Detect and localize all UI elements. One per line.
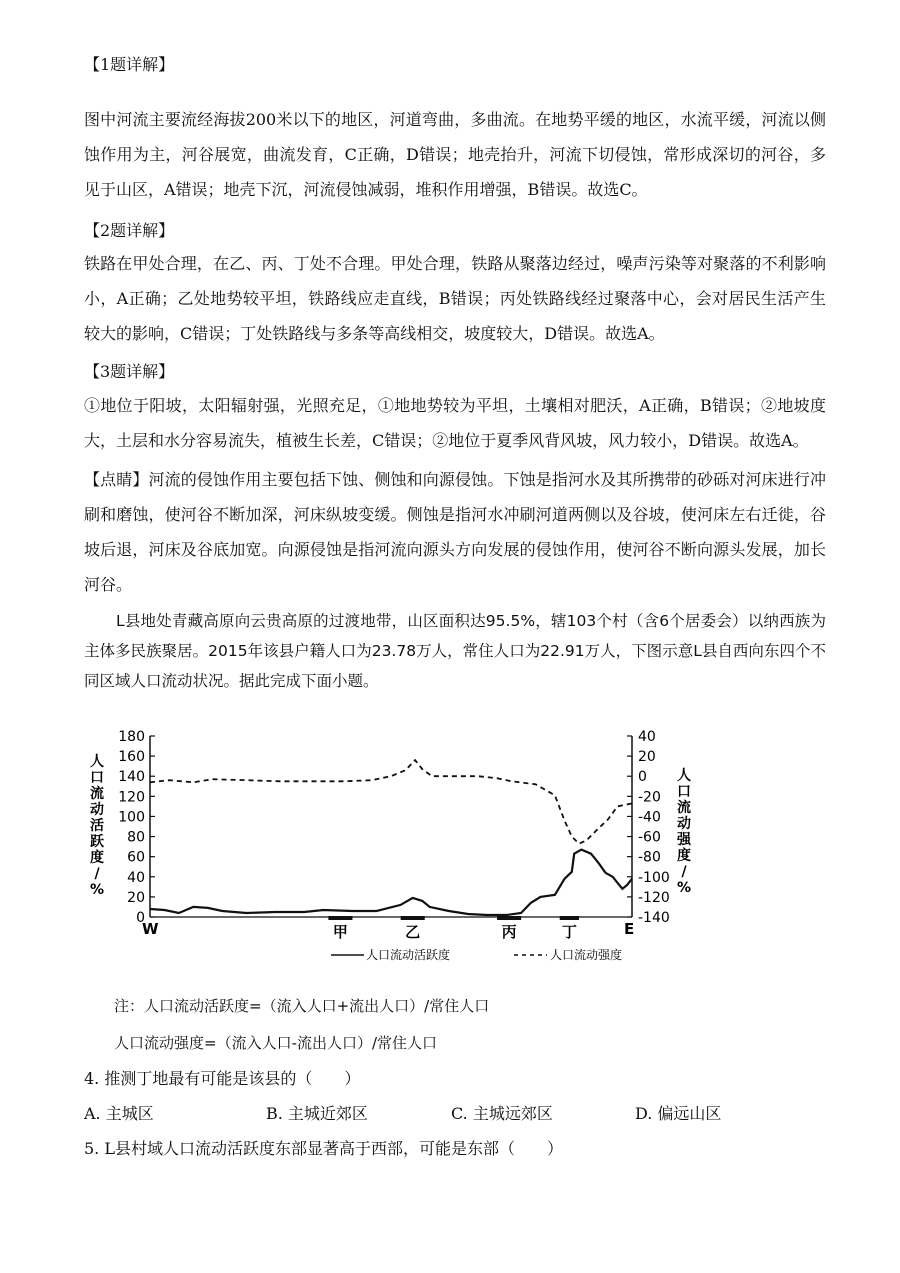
left-tick-label: 120 bbox=[118, 789, 145, 806]
region-label: 丁 bbox=[561, 923, 577, 941]
question-4-option-d[interactable]: D. 偏远山区 bbox=[635, 1104, 722, 1123]
left-tick-label: 60 bbox=[127, 849, 145, 866]
region-label: 甲 bbox=[332, 923, 348, 941]
left-tick-label: 0 bbox=[136, 910, 145, 926]
note-intensity-formula: 人口流动强度=（流入人口-流出人口）/常住人口 bbox=[114, 1034, 438, 1052]
right-tick-label: -140 bbox=[638, 910, 670, 926]
legend bbox=[331, 947, 622, 962]
tip-paragraph bbox=[84, 462, 826, 602]
section-1-heading: 【1题详解】 bbox=[84, 55, 175, 74]
series-activity-line bbox=[150, 850, 632, 915]
left-axis-label: 人口流动活跃度/ % bbox=[89, 754, 105, 898]
right-tick-label: -40 bbox=[638, 809, 661, 826]
section-2-heading: 【2题详解】 bbox=[84, 221, 175, 240]
tip-body: 河流的侵蚀作用主要包括下蚀、侧蚀和向源侵蚀。下蚀是指河水及其所携带的砂砾对河床进行冲刷和磨蚀，使河谷不断加深，河床纵坡变缓。侧蚀是指河水冲刷河道两侧以及谷坡，使河床左右迁徙，谷坡后退，河床及谷底加宽。向源侵蚀是指河流向源头方向发展的侵蚀作用，使河谷不断向源头发展，加长河谷。 bbox=[84, 470, 826, 594]
right-tick-label: 0 bbox=[638, 769, 647, 786]
left-tick-label: 180 bbox=[118, 729, 145, 745]
question-4-option-c[interactable]: C. 主城远郊区 bbox=[451, 1104, 553, 1123]
right-tick-label: 40 bbox=[638, 729, 656, 745]
region-label: 乙 bbox=[405, 923, 421, 941]
right-tick-label: -20 bbox=[638, 789, 661, 806]
question-5-stem: 5. L县村域人口流动活跃度东部显著高于西部，可能是东部（ ） bbox=[84, 1139, 563, 1158]
question-4-option-b[interactable]: B. 主城近郊区 bbox=[266, 1104, 368, 1123]
left-axis bbox=[118, 729, 155, 926]
left-tick-label: 140 bbox=[118, 769, 145, 786]
legend-intensity-label: 人口流动强度 bbox=[550, 948, 623, 962]
section-3-body: ①地位于阳坡，太阳辐射强，光照充足，①地地势较为平坦，土壤相对肥沃，A正确，B错误；②地坡度大，土层和水分容易流失，植被生长差，C错误；②地位于夏季风背风坡，风力较小，D错误。故选A。 bbox=[84, 396, 826, 450]
population-flow-chart bbox=[84, 722, 704, 970]
question-4-stem: 4. 推测丁地最有可能是该县的（ ） bbox=[84, 1069, 361, 1088]
right-axis bbox=[627, 729, 670, 926]
tip-label: 【点睛】 bbox=[84, 470, 149, 489]
left-tick-label: 20 bbox=[127, 889, 145, 906]
left-tick-label: 80 bbox=[127, 829, 145, 846]
question-4-option-a[interactable]: A. 主城区 bbox=[84, 1104, 154, 1123]
right-tick-label: -60 bbox=[638, 829, 661, 846]
right-tick-label: -100 bbox=[638, 869, 670, 886]
note-activity-formula: 注：人口流动活跃度=（流入人口+流出人口）/常住人口 bbox=[114, 997, 490, 1015]
x-west-label: W bbox=[142, 920, 159, 938]
left-tick-label: 100 bbox=[118, 809, 145, 826]
series-intensity-line bbox=[150, 760, 632, 844]
x-east-label: E bbox=[624, 920, 635, 938]
region-markers bbox=[328, 916, 579, 941]
right-tick-label: 20 bbox=[638, 749, 656, 766]
right-tick-label: -80 bbox=[638, 849, 661, 866]
left-tick-label: 40 bbox=[127, 869, 145, 886]
material-paragraph: L县地处青藏高原向云贵高原的过渡地带，山区面积达95.5%，辖103个村（含6个居委会）以纳西族为主体多民族聚居。2015年该县户籍人口为23.78万人，常住人口为22.91万人，下图示意L县自西向东四个不同区域人口流动状况。据此完成下面小题。 bbox=[84, 612, 826, 690]
left-tick-label: 160 bbox=[118, 749, 145, 766]
right-tick-label: -120 bbox=[638, 889, 670, 906]
legend-activity-label: 人口流动活跃度 bbox=[366, 948, 451, 962]
section-1-body: 图中河流主要流经海拔200米以下的地区，河道弯曲，多曲流。在地势平缓的地区，水流平缓，河流以侧蚀作用为主，河谷展宽，曲流发育，C正确，D错误；地壳抬升，河流下切侵蚀，常形成深切的河谷，多见于山区，A错误；地壳下沉，河流侵蚀减弱，堆积作用增强，B错误。故选C。 bbox=[84, 110, 826, 199]
region-label: 丙 bbox=[501, 923, 517, 941]
section-2-body: 铁路在甲处合理，在乙、丙、丁处不合理。甲处合理，铁路从聚落边经过，噪声污染等对聚落的不利影响小，A正确；乙处地势较平坦，铁路线应走直线，B错误；丙处铁路线经过聚落中心，会对居民生活产生较大的影响，C错误；丁处铁路线与多条等高线相交，坡度较大，D错误。故选A。 bbox=[84, 254, 826, 343]
section-3-heading: 【3题详解】 bbox=[84, 362, 175, 381]
right-axis-label: 人口流动强度/ % bbox=[676, 768, 692, 896]
